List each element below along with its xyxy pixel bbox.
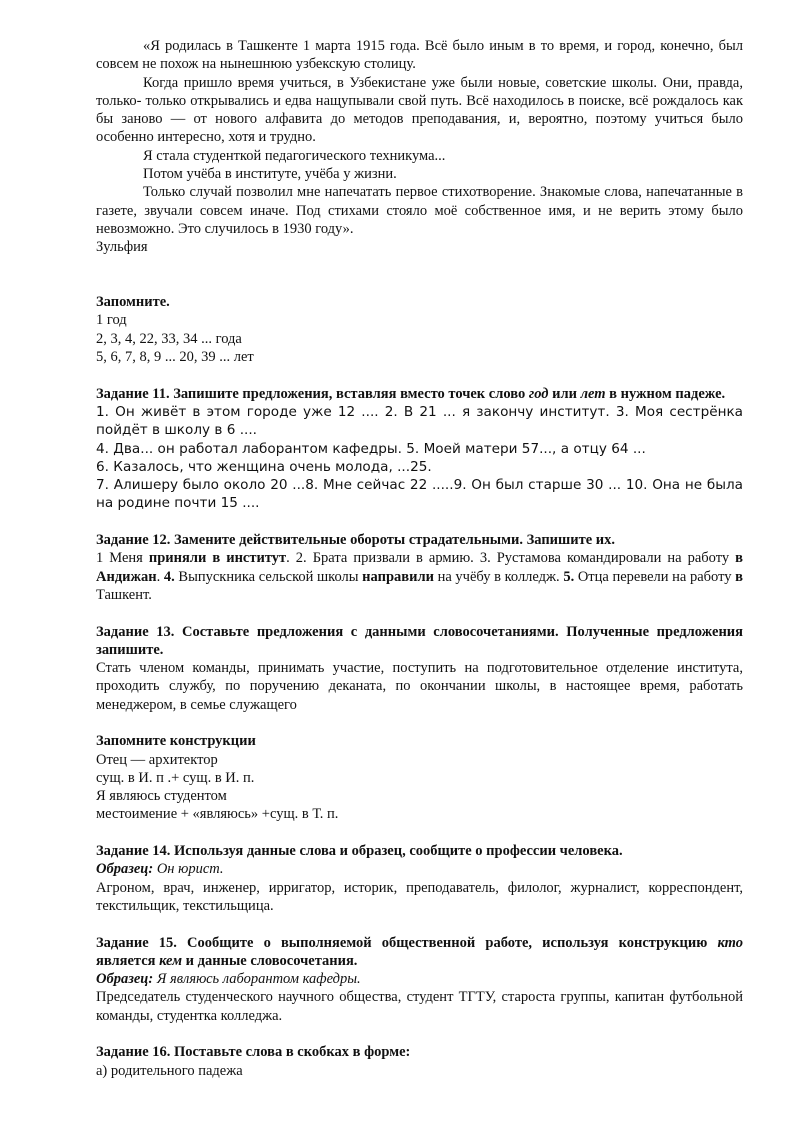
sample-text: Он юрист. [153, 861, 224, 878]
task-14-title: Задание 14. Используя данные слова и образец, сообщите о профессии человека. [96, 843, 623, 860]
remember-block-2 [96, 732, 743, 823]
task-11-title [96, 385, 743, 403]
task-13-title: Задание 13. Составьте предложения с данными словосочетаниями. Полученные предложения запишите. [96, 623, 743, 658]
title-part: Задание 15. Сообщите о выполняемой общественной работе, используя конструкцию [96, 934, 718, 951]
task-16 [96, 1043, 743, 1080]
document-page [96, 37, 743, 1080]
task-11-line: 4. Два... он работал лаборантом кафедры. 5. Моей матери 57..., а отцу 64 ... [96, 440, 646, 457]
task-11-line: 1. Он живёт в этом городе уже 12 .... 2. В 21 ... я закончу институт. 3. Моя сестрёнка пойдёт в школу в 6 .... [96, 403, 743, 439]
task-12-title: Задание 12. Замените действительные обороты страдательными. Запишите их. [96, 532, 616, 549]
title-part: является [96, 952, 160, 969]
title-word-let: лет [580, 385, 606, 402]
remember-line: местоимение + «являюсь» +сущ. в Т. п. [96, 806, 339, 823]
title-part: в нужном падеже. [605, 385, 726, 402]
spacer [96, 604, 743, 622]
remember-line: Я являюсь студентом [96, 788, 227, 805]
task-14 [96, 842, 743, 915]
text-part: . 2. Брата призвали в армию. 3. Рустамова командировали на работу [286, 550, 736, 567]
remember-line: Отец — архитектор [96, 751, 218, 768]
task-11-line: 7. Алишеру было около 20 ...8. Мне сейчас 22 .....9. Он был старше 30 ... 10. Она не была на родине почти 15 .... [96, 477, 743, 512]
quote-paragraph-2: Когда пришло время учиться, в Узбекистане уже были новые, советские школы. Они, правда, только- только открывались и едва нащупывали свой путь. Всё находилось в поиске, всё рождалось как бы заново — от нового алфавита до методов преподавания, и, вероятно, поэтому учиться было особенно интересно, хотя и трудно. [96, 74, 743, 146]
title-part: и данные словосочетания. [182, 952, 358, 969]
quote-paragraph-4: Потом учёба в институте, учёба у жизни. [143, 166, 397, 183]
remember-title: Запомните. [96, 294, 170, 311]
text-part: Выпускника сельской школы [174, 568, 363, 585]
bold-part: в [735, 568, 743, 585]
spacer [96, 257, 743, 275]
text-part: Отца перевели на работу [574, 568, 736, 585]
title-part: или [548, 385, 581, 402]
task-14-sample [96, 860, 743, 878]
title-word-kto: кто [717, 934, 743, 951]
bold-number: 4. [163, 568, 175, 585]
remember-line: 1 год [96, 312, 127, 329]
title-part: Задание 11. Запишите предложения, вставляя вместо точек слово [96, 385, 529, 402]
task-14-text: Агроном, врач, инженер, ирригатор, историк, преподаватель, филолог, журналист, корреспондент, текстильщик, текстильщица. [96, 879, 743, 914]
text-part: . [156, 568, 164, 585]
task-15-text: Председатель студенческого научного общества, студент ТГТУ, староста группы, капитан футбольной команды, студентка колледжа. [96, 989, 743, 1024]
sample-label: Образец: [96, 861, 154, 878]
spacer [96, 1025, 743, 1043]
task-16-line: а) родительного падежа [96, 1062, 243, 1079]
remember-line: сущ. в И. п .+ сущ. в И. п. [96, 769, 255, 786]
remember-block-1 [96, 293, 743, 366]
spacer [96, 513, 743, 531]
remember-line: 5, 6, 7, 8, 9 ... 20, 39 ... лет [96, 349, 254, 366]
task-12 [96, 531, 743, 604]
sample-text: Я являюсь лаборантом кафедры. [153, 971, 361, 988]
title-word-kem: кем [159, 952, 183, 969]
bold-part: приняли в институт [148, 550, 287, 567]
task-11-line: 6. Казалось, что женщина очень молода, ...25. [96, 458, 432, 475]
quote-block [96, 37, 743, 257]
text-part: Ташкент. [96, 586, 152, 603]
spacer [96, 366, 743, 384]
task-13 [96, 623, 743, 714]
quote-paragraph-5: Только случай позволил мне напечатать первое стихотворение. Знакомые слова, напечатанные в газете, звучали совсем иначе. Под стихами стояло моё собственное имя, и не верить этому было невозможно. Это случилось в 1930 году». [96, 184, 743, 237]
task-15 [96, 934, 743, 1025]
quote-author: Зульфия [96, 239, 148, 256]
remember-line: 2, 3, 4, 22, 33, 34 ... года [96, 330, 242, 347]
remember-title: Запомните конструкции [96, 733, 256, 750]
text-part: 1 Меня [96, 550, 149, 567]
task-15-title [96, 934, 743, 971]
task-11 [96, 385, 743, 513]
sample-label: Образец: [96, 971, 154, 988]
spacer [96, 714, 743, 732]
spacer [96, 275, 743, 293]
spacer [96, 824, 743, 842]
task-12-text [96, 549, 743, 604]
bold-part: в Андижан [96, 550, 744, 585]
bold-number: 5. [563, 568, 575, 585]
task-16-title: Задание 16. Поставьте слова в скобках в форме: [96, 1044, 411, 1061]
task-13-text: Стать членом команды, принимать участие, поступить на подготовительное отделение института, проходить службу, по поручению деканата, по окончании школы, в настоящее время, работать менеджером, в семье служащего [96, 660, 743, 713]
quote-paragraph-1: «Я родилась в Ташкенте 1 марта 1915 года. Всё было иным в то время, и город, конечно, был совсем не похож на нынешнюю узбекскую столицу. [96, 38, 743, 73]
spacer [96, 915, 743, 933]
text-part: на учёбу в колледж. [433, 568, 564, 585]
quote-paragraph-3: Я стала студенткой педагогического техникума... [143, 147, 446, 164]
task-15-sample [96, 970, 743, 988]
title-word-god: год [528, 385, 549, 402]
bold-part: направили [362, 568, 434, 585]
